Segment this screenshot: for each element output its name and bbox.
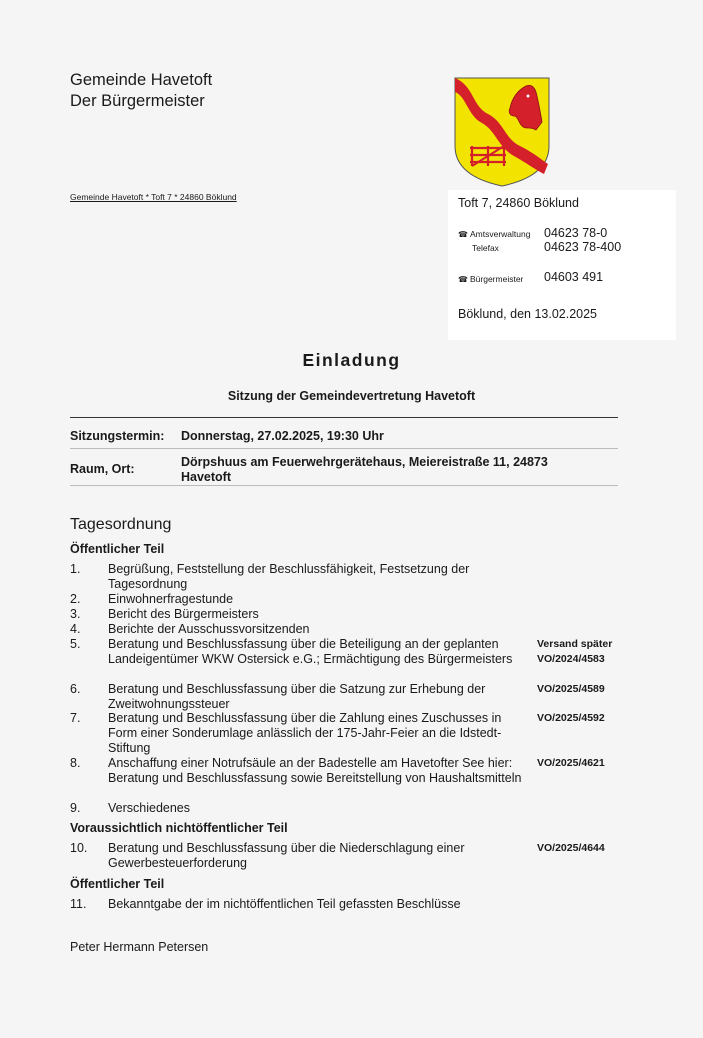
letter-date: Böklund, den 13.02.2025 [458,307,598,321]
meeting-date-value: Donnerstag, 27.02.2025, 19:30 Uhr [181,429,384,443]
bgm-phone: 04603 491 [544,270,604,284]
item-text: Beratung und Beschlussfassung über die Niederschlagung einer Gewerbesteuerforderung [108,841,465,870]
contact-amt-row [458,226,530,240]
item-text: Verschiedenes [108,801,191,815]
divider [70,417,618,418]
meeting-place-label: Raum, Ort: [70,462,135,476]
section-heading: Voraussichtlich nichtöffentlicher Teil [70,821,288,835]
item-number: 9. [70,801,81,815]
page-title: Einladung [302,350,401,370]
item-number: 10. [70,841,88,855]
amt-label: Amtsverwaltung [470,229,531,239]
item-number: 3. [70,607,81,621]
bgm-label: Bürgermeister [470,274,524,284]
agenda-heading: Tagesordnung [70,516,172,533]
divider [70,485,618,486]
fax-number: 04623 78-400 [544,240,622,254]
item-reference: VO/2025/4589 [537,683,605,695]
org-name: Gemeinde Havetoft [70,71,213,89]
meeting-place-value: Dörpshuus am Feuerwehrgerätehaus, Meiereistraße 11, 24873 Havetoft [181,455,548,484]
item-number: 1. [70,562,81,576]
contact-address: Toft 7, 24860 Böklund [458,196,579,210]
org-office: Der Bürgermeister [70,92,205,110]
item-text: Beratung und Beschlussfassung über die Satzung zur Erhebung der Zweitwohnungssteuer [108,682,486,711]
contact-bgm-row [458,271,523,285]
item-text: Beratung und Beschlussfassung über die Beteiligung an der geplanten Landeigentümer WKW Ostersick e.G.; Ermächtigung des Bürgermeisters [108,637,513,666]
item-number: 8. [70,756,81,770]
item-reference: VO/2024/4583 [537,653,605,665]
organization-header [70,70,212,112]
item-number: 4. [70,622,81,636]
item-text: Bericht des Bürgermeisters [108,607,259,621]
item-number: 5. [70,637,81,651]
section-heading: Öffentlicher Teil [70,877,165,891]
coat-of-arms-logo [452,76,552,188]
fax-label: Telefax [472,243,499,253]
signature-name: Peter Hermann Petersen [70,940,209,954]
item-reference: VO/2025/4644 [537,842,605,854]
item-text: Begrüßung, Feststellung der Beschlussfähigkeit, Festsetzung der Tagesordnung [108,562,470,591]
sender-line: Gemeinde Havetoft * Toft 7 * 24860 Böklund [70,192,237,202]
item-text: Einwohnerfragestunde [108,592,234,606]
item-text: Anschaffung einer Notrufsäule an der Badestelle am Havetofter See hier: Beratung und Beschlussfassung sowie Bereitstellung von Haushaltsmitteln [108,756,522,785]
amt-phone: 04623 78-0 [544,226,608,240]
item-text: Beratung und Beschlussfassung über die Zahlung eines Zuschusses in Form einer Sonderumlage anlässlich der 175-Jahr-Feier an die Idstedt-Stiftung [108,711,502,755]
section-heading: Öffentlicher Teil [70,542,165,556]
page-subtitle: Sitzung der Gemeindevertretung Havetoft [227,389,476,403]
item-reference: VO/2025/4621 [537,757,605,769]
item-number: 6. [70,682,81,696]
divider [70,448,618,449]
item-number: 7. [70,711,81,725]
phone-icon: ☎ [458,230,468,239]
item-reference: Versand später [537,638,613,650]
meeting-date-label: Sitzungstermin: [70,429,165,443]
item-number: 2. [70,592,81,606]
item-number: 11. [70,897,87,911]
item-text: Berichte der Ausschussvorsitzenden [108,622,310,636]
item-text: Bekanntgabe der im nichtöffentlichen Teil gefassten Beschlüsse [108,897,461,911]
phone-icon: ☎ [458,275,468,284]
item-reference: VO/2025/4592 [537,712,605,724]
